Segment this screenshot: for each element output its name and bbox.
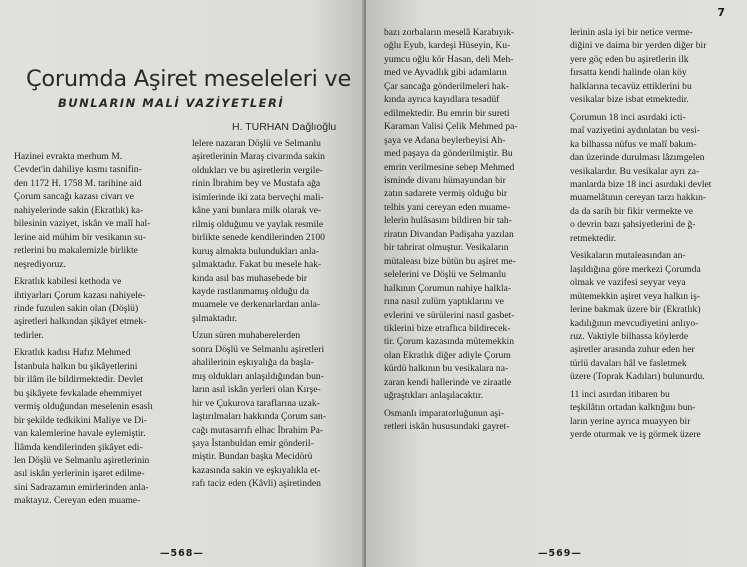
- text-line: laşıldığına göre merkezi Çorumda: [570, 263, 701, 275]
- text-line: lerine bakmak üzere bir (Ekratlık): [570, 304, 701, 316]
- text-line: telhis yani cereyan eden muame-: [384, 201, 511, 213]
- text-line: 11 inci asırdan itibaren bu: [570, 388, 670, 400]
- text-line: zaran kendi hallerinde ve ziraatle: [384, 376, 512, 388]
- text-line: üzere (Toprak Kadıları) bulunurdu.: [570, 371, 705, 383]
- text-line: retleri iskân hususundaki gayret-: [384, 421, 510, 433]
- text-line: bir tahrirat olmuştur. Vesikaların: [384, 242, 509, 254]
- text-line: rına nasıl zulüm yaptıklarını ve: [384, 296, 504, 308]
- text-line: ların asıl iskân yerleri olan Kırşe-: [192, 384, 321, 396]
- text-line: mış oldukları anlaşıldığından bun-: [192, 370, 324, 382]
- left-page-column-1: [14, 150, 176, 508]
- text-line: birlikte senede kendilerinden 2100: [192, 232, 325, 244]
- text-line: muamele ve derkenarlardan anla-: [192, 299, 321, 311]
- text-line: Uzun süren muhaberelerden: [192, 330, 301, 342]
- text-line: rafı taciz eden (Kâvli) aşiretinden: [192, 478, 321, 490]
- text-line: tedirler.: [14, 329, 44, 341]
- text-line: rilmiş olduğunu ve yaylak resmile: [192, 218, 324, 230]
- text-line: ahalilerinin eşkıyalığa da başla-: [192, 357, 314, 369]
- text-line: halklarına tecavüz ettiklerini bu: [570, 80, 692, 92]
- text-line: vermiş olduğundan meselenin esaslı: [14, 401, 153, 413]
- text-line: zatın sadarete vermiş olduğu bir: [384, 188, 508, 200]
- page-number: 7: [717, 6, 725, 19]
- text-line: oldukları ve bu aşiretlerin vergile-: [192, 164, 323, 176]
- text-line: laştırılmaları hakkında Çorum san-: [192, 411, 327, 423]
- text-line: sini Sadrazamın emirlerinden anla-: [14, 481, 149, 493]
- text-line: cağı mutasarrıfı elhac İbrahim Pa-: [192, 424, 324, 436]
- text-line: Çar sancağa gönderilmeleri hak-: [384, 80, 509, 92]
- text-line: med ve Ayvadlık gibi adamların: [384, 67, 507, 79]
- text-line: kazasında sakin ve eşkıyalıkla et-: [192, 464, 321, 476]
- text-line: uğraştıkları anlaşılacaktır.: [384, 390, 484, 402]
- article-title: Çorumda Aşiret meseleleri ve: [26, 66, 351, 92]
- text-line: emrin verilmesine sebep Mehmed: [384, 161, 515, 173]
- text-line: Çorum sancağı kazası civarı ve: [14, 191, 134, 203]
- text-line: İstanbula halkın bu şikâyetlerini: [14, 360, 138, 372]
- text-line: edilmektedir. Bu emrin bir sureti: [384, 107, 510, 119]
- text-line: fırsatta kendi halinde olan köy: [570, 67, 687, 79]
- text-line: isimlerinde iki zata berveçhi mali-: [192, 191, 324, 203]
- text-line: lelerin hulâsasını bildiren bir tah-: [384, 215, 512, 227]
- text-line: aşiretleri halkından şikâyet etmek-: [14, 316, 147, 328]
- text-line: maî vaziyetini aydınlatan bu vesi-: [570, 125, 701, 137]
- text-line: miştir. Bundan başka Mecidörü: [192, 451, 313, 463]
- text-line: bir ilâm ile bildirmektedir. Devlet: [14, 374, 144, 386]
- text-line: med paşaya da gönderilmiştir. Bu: [384, 148, 513, 160]
- text-line: den 1172 H. 1758 M. tarihine aid: [14, 177, 142, 189]
- text-line: şaya İstanbuldan emir gönderil-: [192, 437, 314, 449]
- text-line: kayde rastlanmamış olduğu da: [192, 285, 309, 297]
- text-line: diğini ve daima bir yerden diğer bir: [570, 40, 707, 52]
- right-page-folio: —569—: [538, 548, 582, 559]
- text-line: asıl iskân yerlerinin işaret edilme-: [14, 468, 145, 480]
- text-line: bazı zorbaların meselâ Karabıyık-: [384, 27, 515, 38]
- text-line: vesikalar bize isbat etmektedir.: [570, 94, 689, 106]
- text-line: olan Ekratlık diğer adiyle Çorum: [384, 349, 511, 361]
- text-line: bu şikâyete fevkalade ehemmiyet: [14, 387, 143, 399]
- text-line: Hazinei evrakta merhum M.: [14, 151, 123, 162]
- article-subtitle: BUNLARIN MALİ VAZİYETLERİ: [58, 96, 285, 110]
- text-line: muamelâtının cereyan tarzı hakkın-: [570, 192, 707, 204]
- text-line: o devrin bazı şahsiyetlerini de ğ-: [570, 219, 696, 231]
- text-line: Ekratlık kabilesi kethoda ve: [14, 276, 122, 288]
- text-line: rinin İbrahim bey ve Mustafa ağa: [192, 178, 321, 190]
- text-line: ruz. Vaktiyle bilhassa köylerde: [570, 330, 689, 342]
- left-page: [0, 0, 366, 567]
- text-line: lelere nazaran Döşlü ve Selmanlu: [192, 138, 321, 149]
- right-page: [366, 0, 747, 567]
- text-line: Osmanlı imparatorluğunun aşi-: [384, 407, 504, 419]
- text-line: aşiretler arasında zuhur eden her: [570, 344, 695, 356]
- text-line: selelerini ve Döşlü ve Selmanlu: [384, 269, 507, 281]
- text-line: ihtiyarları Çorum kazası nahiyele-: [14, 289, 146, 301]
- text-line: vesikalardır. Bu vesikalar ayrı za-: [570, 165, 700, 177]
- text-line: kâne yani bunlara milk olarak ve-: [192, 205, 322, 217]
- article-author: H. TURHAN Dağlıoğlu: [232, 121, 337, 133]
- text-line: lerine aid mühim bir vesikanın su-: [14, 231, 146, 243]
- text-line: ka bilhassa nüfus ve malî bakım-: [570, 138, 697, 150]
- text-line: İlâmda kendilerinden şikâyet edi-: [14, 441, 143, 453]
- text-line: Ekratlık kadısı Hafız Mehmed: [14, 347, 131, 359]
- text-line: kadılığının mevcudiyetini anlıyo-: [570, 317, 699, 329]
- right-page-column-2: [570, 26, 736, 442]
- text-line: kında asıl bas muhasebede bir: [192, 272, 308, 284]
- text-line: Karaman Valisi Çelik Mehmed pa-: [384, 121, 518, 133]
- left-page-folio: —568—: [160, 548, 204, 559]
- text-line: oğlu Eyub, kardeşi Hüseyin, Ku-: [384, 40, 511, 52]
- text-line: isminde divanı hümayundan bir: [384, 174, 506, 186]
- text-line: şılmaktadır. Fakat bu mesele hak-: [192, 259, 322, 271]
- text-line: dan üzerinde durulması lâzımgelen: [570, 152, 705, 164]
- text-line: yere göç eden bu aşiretlerin ilk: [570, 53, 689, 65]
- text-line: Vesikaların mutaleasından an-: [570, 250, 686, 262]
- text-line: maktayız. Cereyan eden muame-: [14, 495, 141, 507]
- text-line: tiklerini bize etraflıca bildirecek-: [384, 322, 511, 334]
- text-line: olmak ve vazifesi seyyar veya: [570, 277, 686, 289]
- text-line: şılmaktadır.: [192, 312, 238, 324]
- text-line: halkının Çorumun nahiye halkla-: [384, 282, 512, 294]
- text-line: bilesinin vaziyet, iskân ve malî hal-: [14, 218, 151, 230]
- text-line: kürdü halkının bu vesikalara na-: [384, 363, 509, 375]
- text-line: retlerini bu makalemizle birlikte: [14, 245, 138, 257]
- text-line: rinde fuzulen sakin olan (Döşlü): [14, 302, 139, 314]
- text-line: mütaleası bize bütün bu aşiret me-: [384, 255, 516, 267]
- text-line: evlerini ve sürülerini nasıl gasbet-: [384, 309, 515, 321]
- text-line: mütemekkin aşiret veya halkın iş-: [570, 290, 701, 302]
- text-line: Çorumun 18 inci asırdaki icti-: [570, 111, 686, 123]
- text-line: nahiyelerinde sakin (Ekratlık) ka-: [14, 204, 144, 216]
- text-line: türlü davaları hâl ve fasletmek: [570, 357, 687, 369]
- text-line: lerinin asla iyi bir netice verme-: [570, 27, 693, 38]
- text-line: kuruş almakta bulundukları anla-: [192, 245, 320, 257]
- text-line: bir şekilde tedkikini Maliye ve Di-: [14, 414, 147, 426]
- text-line: manlarda bize 18 inci asırdaki devlet: [570, 178, 712, 190]
- text-line: riratın Divandan Padişaha yazılan: [384, 228, 514, 240]
- text-line: len Döşlü ve Selmanlu aşiretlerinin: [14, 454, 150, 466]
- text-line: neşrediyoruz.: [14, 258, 66, 270]
- right-page-column-1: [384, 26, 556, 434]
- text-line: da da sarih bir fikir vermekte ve: [570, 205, 694, 217]
- text-line: şaya ve Adana beylerbeyisi Ah-: [384, 134, 506, 146]
- text-line: sonra Döşlü ve Selmanlu aşiretleri: [192, 343, 325, 355]
- text-line: yerde oturmak ve iş görmek üzere: [570, 429, 701, 441]
- text-line: teşkilâtın ortadan kalktığını bun-: [570, 402, 696, 414]
- text-line: aşiretlerinin Maraş civarında sakin: [192, 151, 325, 163]
- left-page-column-2: [192, 137, 356, 491]
- text-line: kında ayrıca kayıdlara tesadüf: [384, 94, 500, 106]
- text-line: retmektedir.: [570, 232, 617, 244]
- text-line: van kalemlerine havale eylemiştir.: [14, 428, 146, 440]
- text-line: hir ve Çukurova taraflarına uzak-: [192, 397, 320, 409]
- text-line: ların yerine ayrıca muayyen bir: [570, 415, 691, 427]
- text-line: tir. Çorum kazasında mütemekkin: [384, 336, 515, 348]
- text-line: Cevdet'in dahiliye kısmı tasnifin-: [14, 164, 142, 176]
- text-line: yumcu oğlu kör Hasan, deli Meh-: [384, 53, 514, 65]
